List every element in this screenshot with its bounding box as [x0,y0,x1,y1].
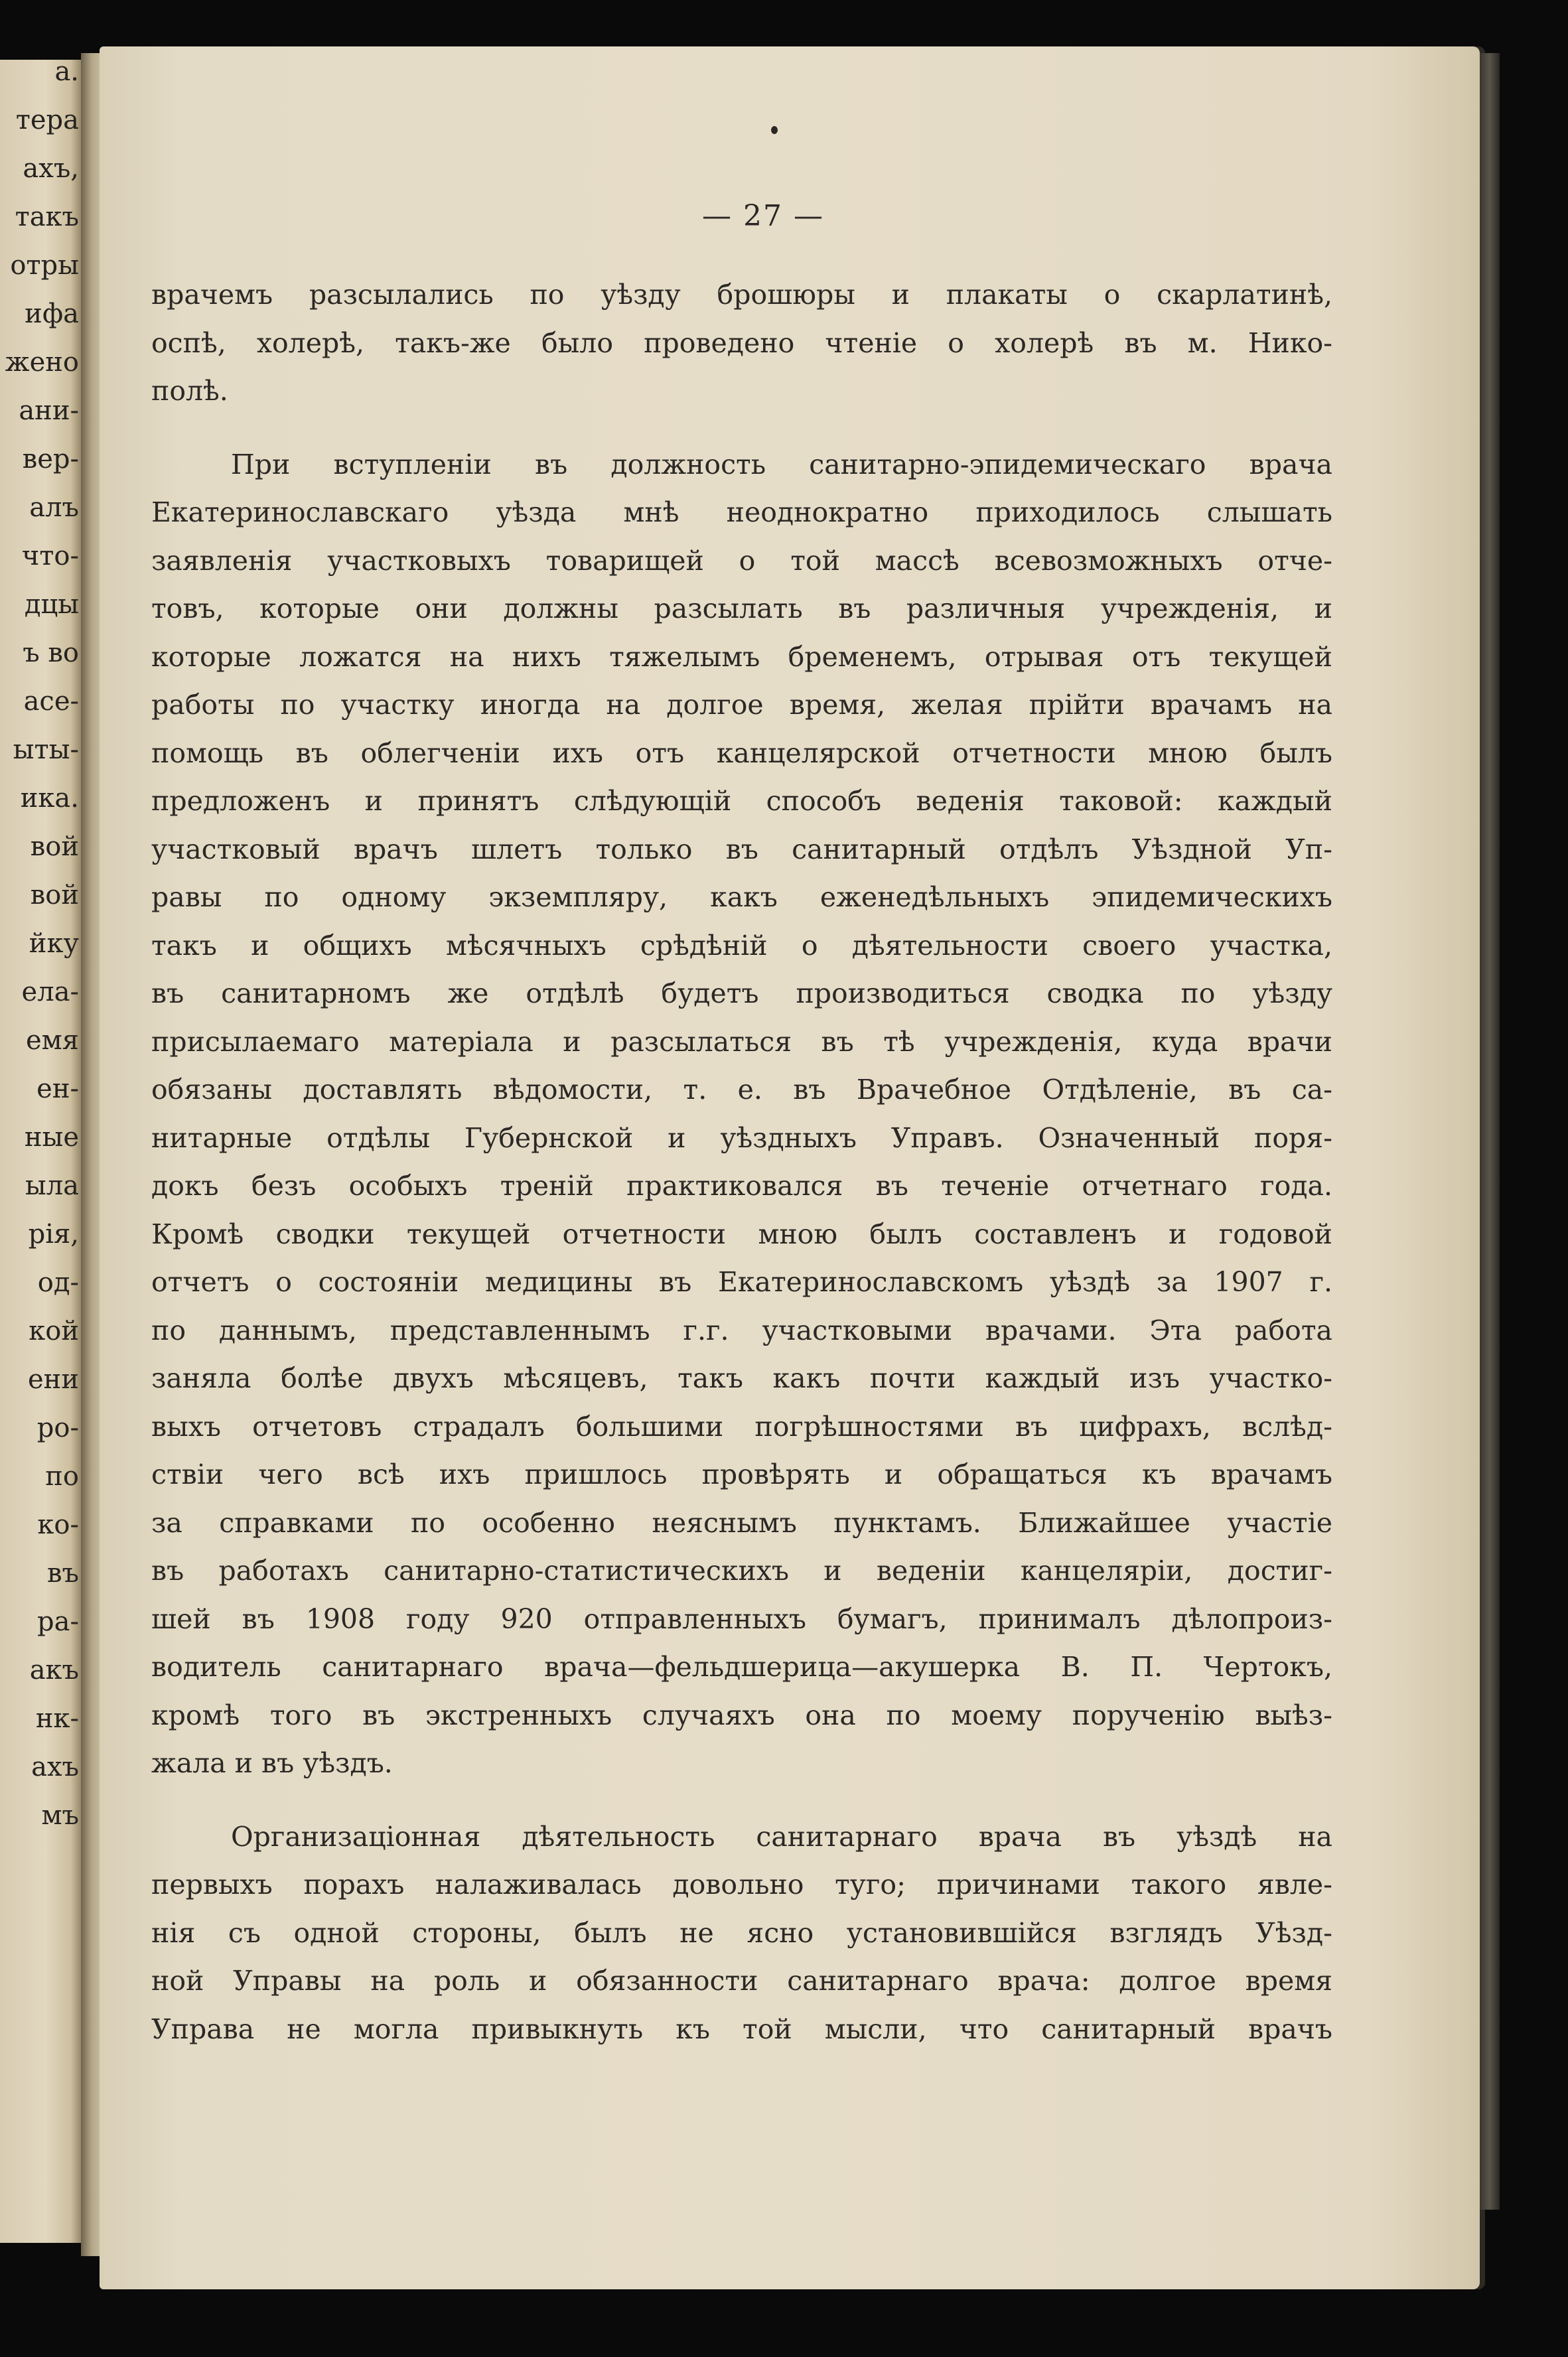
previous-page-line: ифа [25,299,79,329]
text-line: въ санитарномъ же отдѣлѣ будетъ производиться сводка по уѣзду [151,977,1332,1009]
previous-page-line: нк- [35,1703,79,1734]
previous-page-line: вой [30,831,79,862]
text-line: нитарные отдѣлы Губернской и уѣздныхъ Управъ. Означенный поря- [151,1121,1332,1154]
previous-page-line: емя [25,1025,79,1056]
text-line: отчетъ о состояніи медицины въ Екатеринославскомъ уѣздѣ за 1907 г. [151,1266,1332,1298]
previous-page-line: ела- [21,977,79,1007]
paragraph-gap [151,415,1332,441]
text-line: кромѣ того въ экстренныхъ случаяхъ она по моему порученію выѣз- [151,1699,1332,1731]
previous-page-line: од- [37,1267,79,1298]
text-line: нія съ одной стороны, былъ не ясно установившійся взглядъ Уѣзд- [151,1916,1332,1949]
previous-page-line: ра- [37,1607,79,1637]
text-line: первыхъ порахъ налаживалась довольно туго; причинами такого явле- [151,1869,1332,1900]
previous-page-line: мъ [41,1800,79,1831]
previous-page-line: ен- [36,1074,79,1104]
text-line: работы по участку иногда на долгое время, желая прійти врачамъ на [151,689,1332,721]
previous-page-line: кой [29,1316,79,1346]
previous-page-line: рія, [28,1219,79,1250]
text-line: обязаны доставлять вѣдомости, т. е. въ Врачебное Отдѣленіе, въ са- [151,1074,1332,1106]
text-line: помощь въ облегченіи ихъ отъ канцелярской отчетности мною былъ [151,737,1332,769]
text-line: товъ, которые они должны разсылать въ различныя учрежденія, и [151,593,1332,624]
text-line: заявленія участковыхъ товарищей о той массѣ всевозможныхъ отче- [151,544,1332,577]
text-line: оспѣ, холерѣ, такъ-же было проведено чтеніе о холерѣ въ м. Нико- [151,326,1332,359]
text-line: шей въ 1908 году 920 отправленныхъ бумагъ, принималъ дѣлопроиз- [151,1603,1332,1635]
text-line: по даннымъ, представленнымъ г.г. участковыми врачами. Эта работа [151,1314,1332,1346]
text-line: которые ложатся на нихъ тяжелымъ бременемъ, отрывая отъ текущей [151,640,1332,673]
previous-page-line: а. [54,60,79,87]
previous-page-line: тера [15,105,79,135]
previous-page-line: ко- [37,1510,79,1540]
text-line: полѣ. [151,375,228,407]
text-line: выхъ отчетовъ страдалъ большими погрѣшностями въ цифрахъ, вслѣд- [151,1410,1332,1443]
previous-page-line: ени [28,1364,79,1395]
text-line: присылаемаго матеріала и разсылаться въ тѣ учрежденія, куда врачи [151,1025,1332,1058]
text-line: При вступленіи въ должность санитарно-эпидемическаго врача [231,448,1332,480]
previous-page-line: ные [24,1122,79,1153]
ink-speck [771,126,778,134]
text-line: такъ и общихъ мѣсячныхъ срѣдѣній о дѣятельности своего участка, [151,929,1332,962]
paragraph-gap [151,1788,1332,1813]
text-line: Кромѣ сводки текущей отчетности мною былъ составленъ и годовой [151,1218,1332,1250]
text-line: заняла болѣе двухъ мѣсяцевъ, такъ какъ почти каждый изъ участко- [151,1362,1332,1394]
text-line: предложенъ и принятъ слѣдующій способъ веденія таковой: каждый [151,785,1332,817]
previous-page-line: по [45,1461,79,1492]
paragraph [151,441,1332,1788]
previous-page-line: ахъ, [23,153,79,184]
text-line: въ работахъ санитарно-статистическихъ и веденіи канцеляріи, достиг- [151,1555,1332,1587]
previous-page-line: ъ во [23,638,79,668]
previous-page-line: ика. [20,783,79,814]
page-body-text [151,271,1332,2053]
previous-page-line: ыла [25,1171,79,1201]
previous-page-line: вой [30,880,79,910]
text-line: водитель санитарнаго врача—фельдшерица—акушерка В. П. Чертокъ, [151,1651,1332,1683]
previous-page-line: въ [47,1558,79,1589]
previous-page-fragment [0,60,83,2243]
text-line: Организаціонная дѣятельность санитарнаго врача въ уѣздѣ на [231,1820,1332,1853]
previous-page-line: ро- [36,1413,79,1443]
text-line: равы по одному экземпляру, какъ еженедѣльныхъ эпидемическихъ [151,881,1332,913]
previous-page-line: ахъ [31,1752,79,1782]
previous-page-line: ыты- [13,735,79,765]
previous-page-line: дцы [24,589,79,620]
previous-page-line: йку [29,928,79,959]
text-line: Екатеринославскаго уѣзда мнѣ неоднократно приходилось слышать [151,496,1332,528]
paragraph [151,1813,1332,2054]
page-edge [1480,53,1500,2210]
previous-page-line: такъ [15,202,79,232]
text-line: участковый врачъ шлетъ только въ санитарный отдѣлъ Уѣздной Уп- [151,833,1332,865]
text-line: ствіи чего всѣ ихъ пришлось провѣрять и обращаться къ врачамъ [151,1459,1332,1490]
text-line: жала и въ уѣздъ. [151,1747,393,1779]
text-line: врачемъ разсылались по уѣзду брошюры и плакаты о скарлатинѣ, [151,279,1332,311]
previous-page-line: асе- [23,686,79,717]
previous-page-line: ани- [19,395,79,426]
previous-page-line: отры [10,250,79,281]
text-line: ной Управы на роль и обязанности санитарнаго врача: долгое время [151,1965,1332,1997]
text-line: Управа не могла привыкнуть къ той мысли, что санитарный врачъ [151,2013,1332,2045]
previous-page-line: вер- [22,444,79,474]
previous-page-line: жено [5,347,79,378]
text-line: докъ безъ особыхъ треній практиковался въ теченіе отчетнаго года. [151,1170,1332,1202]
previous-page-line: алъ [29,492,79,523]
paragraph [151,271,1332,415]
text-line: за справками по особенно неяснымъ пунктамъ. Ближайшее участіе [151,1506,1332,1539]
page-number: — 27 — [702,199,824,233]
previous-page-line: что- [21,541,79,571]
previous-page-line: акъ [29,1655,79,1685]
